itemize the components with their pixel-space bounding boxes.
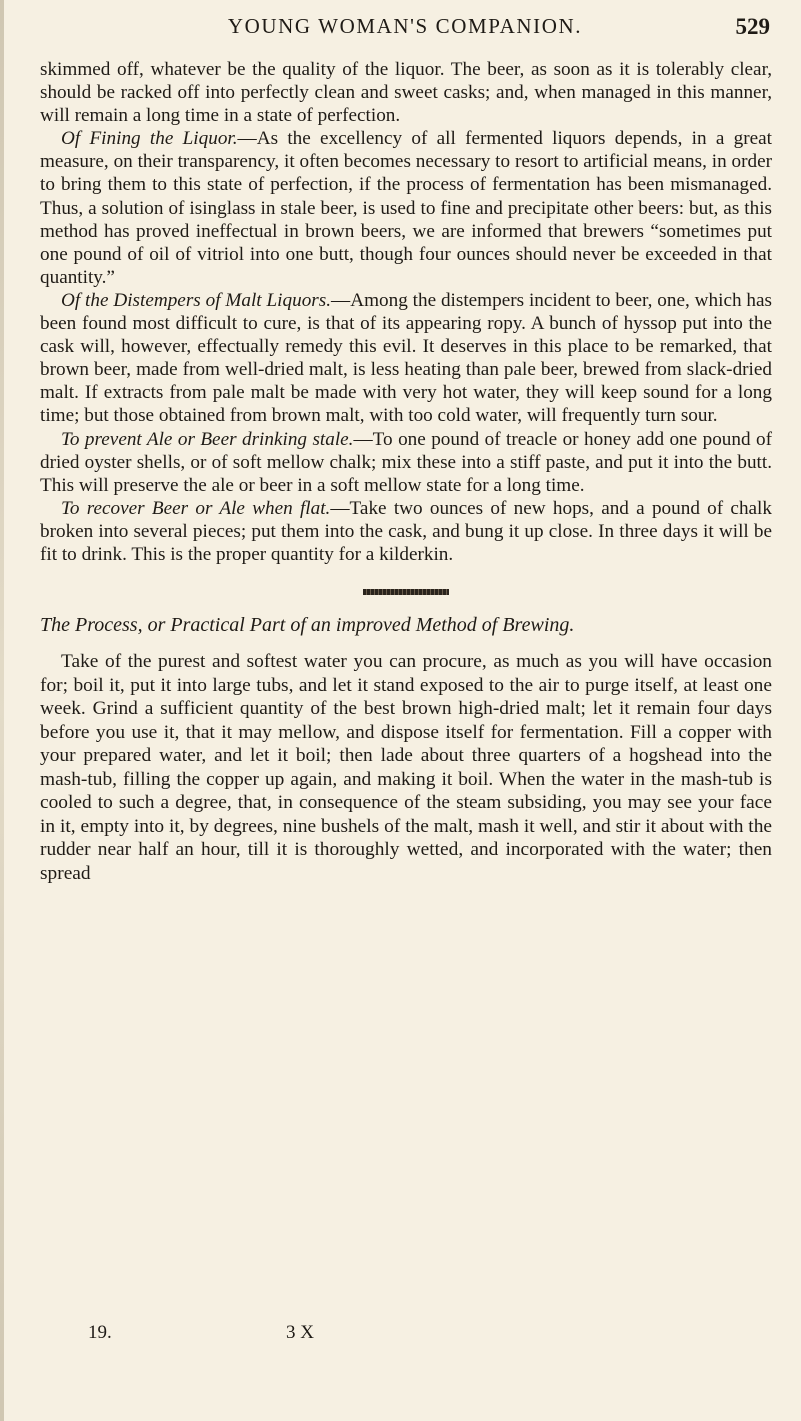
paragraph-heading: To prevent Ale or Beer drinking stale. (61, 428, 354, 450)
paragraph-prevent-stale (40, 428, 772, 497)
paragraph-recover-flat (40, 497, 772, 566)
body-text (40, 58, 772, 885)
paragraph-heading: Of Fining the Liquor. (61, 128, 238, 150)
paragraph-heading: Of the Distempers of Malt Liquors. (61, 289, 332, 311)
page-header (40, 14, 770, 44)
paragraph-text: —As the excellency of all fermented liquors depends, in a great measure, on their transparency, it often becomes necessary to resort to artificial means, in order to bring them to this state of perfection, if the process of fermentation has been mismanaged. Thus, a solution of isinglass in stale beer, is used to fine and precipitate other beers: but, as this method has proved ineffectual in brown beers, we are informed that brewers “sometimes put one pound of oil of vitriol into one butt, though four ounces should never be exceeded in that quantity.” (40, 128, 772, 288)
paragraph-racking (40, 58, 772, 127)
paragraph-fining (40, 127, 772, 289)
paragraph-distempers (40, 289, 772, 428)
section-divider (363, 589, 449, 595)
section-paragraph (40, 650, 772, 885)
paragraph-text: —Among the distempers incident to beer, one, which has been found most difficult to cure, is that of its appearing ropy. A bunch of hyssop put into the cask will, however, effectually remedy this evil. It deserves in this place to be remarked, that brown beer, made from well-dried malt, is less heating than pale beer, brewed from slack-dried malt. If extracts from pale malt be made with very hot water, they will keep sound for a long time; but those obtained from brown malt, with too cold water, will frequently turn sour. (40, 289, 772, 427)
page-edge-shadow (0, 0, 4, 1421)
signature-number: 19. (88, 1322, 112, 1343)
paragraph-text: —Take two ounces of new hops, and a pound of chalk broken into several pieces; put them into the cask, and bung it up close. In three days it will be fit to drink. This is the proper quantity for a kilderkin. (40, 497, 772, 565)
paragraph-text: —To one pound of treacle or honey add one pound of dried oyster shells, or of soft mellow chalk; mix these into a stiff paste, and put it into the butt. This will preserve the ale or beer in a soft mellow state for a long time. (40, 428, 772, 496)
paragraph-text: Take of the purest and softest water you can procure, as much as you will have occasion for; boil it, put it into large tubs, and let it stand exposed to the air to purge itself, at least one week. Grind a sufficient quantity of the best brown high-dried malt; let it remain four days before you use it, that it may mellow, and dispose itself for fermentation. Fill a copper with your prepared water, and let it boil; then lade about three quarters of a hogshead into the mash-tub, filling the copper up again, and making it boil. When the water in the mash-tub is cooled to such a degree, that, in consequence of the steam subsiding, you may see your face in it, empty into it, by degrees, nine bushels of the malt, mash it well, and stir it about with the rudder near half an hour, till it is thoroughly wetted, and incorporated with the water; then spread (40, 651, 772, 884)
running-head: YOUNG WOMAN'S COMPANION. (227, 14, 583, 38)
paragraph-text: skimmed off, whatever be the quality of the liquor. The beer, as soon as it is tolerably clear, should be racked off into perfectly clean and sweet casks; and, when managed in this manner, will remain a long time in a state of perfection. (40, 59, 772, 127)
signature-mark: 3 X (286, 1322, 314, 1343)
page-footer (88, 1322, 388, 1348)
paragraph-heading: To recover Beer or Ale when flat. (61, 497, 331, 519)
section-title: The Process, or Practical Part of an improved Method of Brewing. (40, 614, 575, 637)
page-number: 529 (735, 14, 770, 39)
